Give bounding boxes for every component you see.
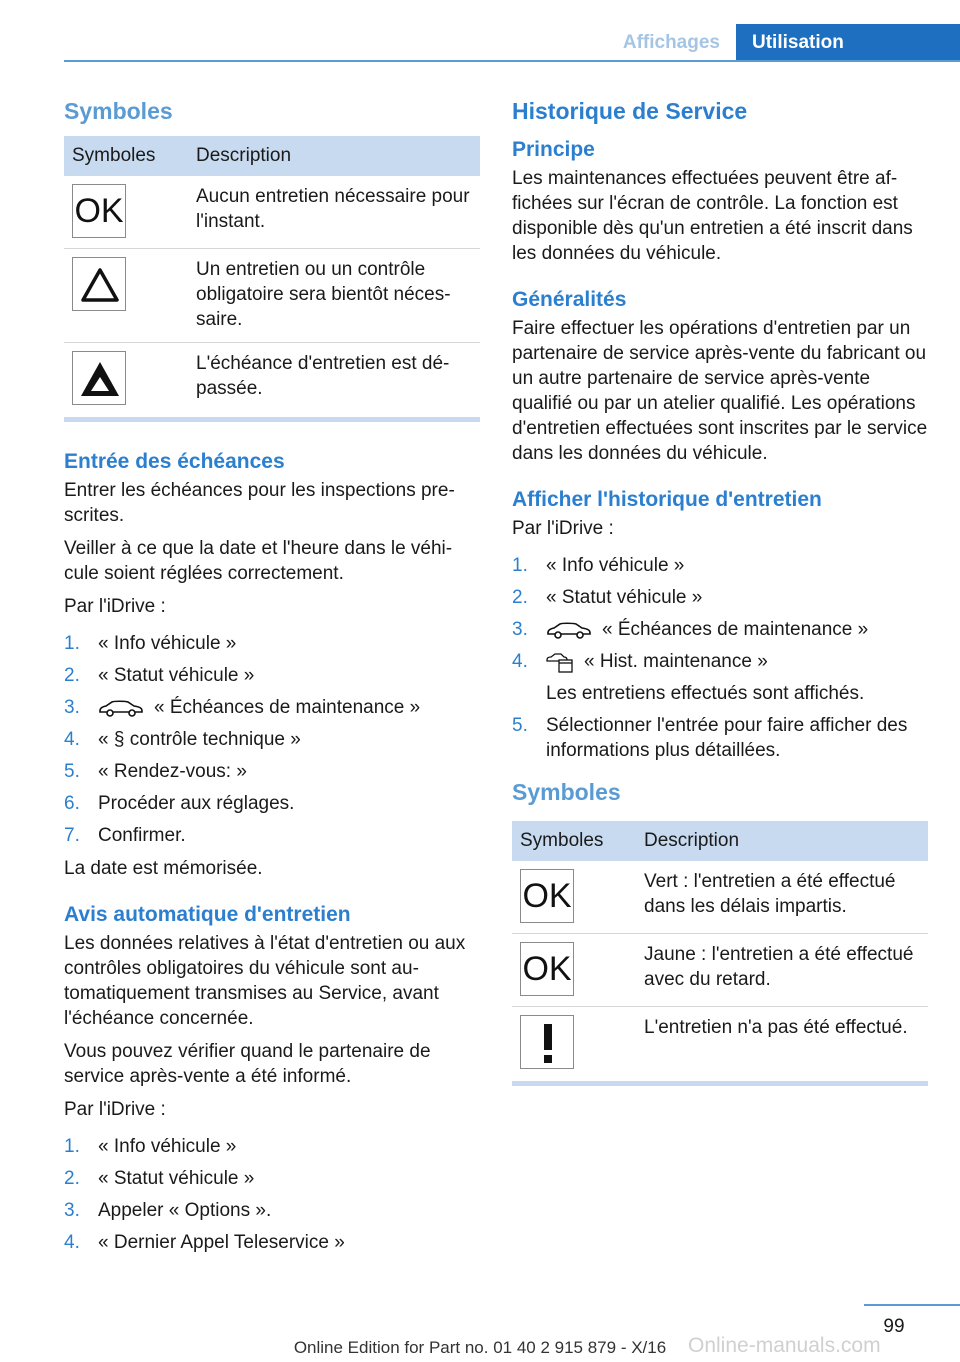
- list-item: 1. « Info véhicule »: [64, 1136, 237, 1157]
- table-header-symbols: Symboles: [512, 821, 636, 861]
- step-note: Les entretiens effectués sont affichés.: [546, 683, 865, 704]
- page-number: 99: [883, 1316, 905, 1337]
- list-item: 2. « Statut véhicule »: [64, 665, 255, 686]
- watermark: Online-manuals.com: [688, 1334, 881, 1357]
- list-item: 7. Confirmer.: [64, 825, 186, 846]
- list-item: 3. « Échéances de maintenance »: [512, 619, 869, 640]
- row-description: L'échéance d'entretien est dépassée.: [196, 353, 450, 399]
- list-item: 6. Procéder aux réglages.: [64, 793, 295, 814]
- auto-p2: Vous pouvez vérifier quand le partenaire de service après-vente a été informé.: [64, 1041, 431, 1087]
- exclamation-icon: [520, 1015, 574, 1069]
- entry-p1: Entrer les échéances pour les inspections prescrites.: [64, 480, 455, 526]
- table-header-description: Description: [188, 136, 480, 176]
- right-column: [512, 96, 928, 1086]
- car-calendar-icon: [546, 651, 574, 673]
- auto-p3: Par l'iDrive :: [64, 1099, 166, 1120]
- table-header-description: Description: [636, 821, 928, 861]
- list-item: 2. « Statut véhicule »: [512, 587, 703, 608]
- list-item: 3. « Échéances de maintenance »: [64, 697, 421, 718]
- warning-triangle-icon: [72, 257, 126, 311]
- table-row: [64, 343, 480, 416]
- auto-steps: [64, 1134, 480, 1255]
- entry-p3: Par l'iDrive :: [64, 596, 166, 617]
- header-rule: [64, 60, 960, 62]
- list-item: 2. « Statut véhicule »: [64, 1168, 255, 1189]
- general-text: Faire effectuer les opérations d'entretien par un partenaire de service après-vente du fabricant ou un autre partenaire de service après-vente qualifié ou par un atelier qualifié. Les opérations d'entretien effectuées sont inscrites par le service dans les données du véhicule.: [512, 318, 928, 464]
- auto-p1: Les données relatives à l'état d'entretien ou aux contrôles obligatoires du véhicule sont automatiquement transmises au Service, avant l'échéance concernée.: [64, 933, 466, 1029]
- car-icon: [98, 699, 144, 717]
- general-heading: Généralités: [512, 288, 627, 311]
- symbols-table-2: [512, 821, 928, 1079]
- table-row: [64, 249, 480, 343]
- table-end-rule: [512, 1081, 928, 1086]
- table-row: [512, 934, 928, 1007]
- ok-icon: OK: [520, 869, 574, 923]
- history-heading: Historique de Service: [512, 98, 748, 124]
- entry-steps: [64, 631, 480, 848]
- table-row: [64, 176, 480, 249]
- show-steps: [512, 553, 928, 763]
- row-description: L'entretien n'a pas été effectué.: [644, 1017, 908, 1038]
- auto-heading: Avis automatique d'entretien: [64, 903, 351, 926]
- list-item: 4. « Dernier Appel Teleservice »: [64, 1232, 345, 1253]
- principle-heading: Principe: [512, 138, 595, 161]
- entry-after: La date est mémorisée.: [64, 858, 263, 879]
- list-item: 1. « Info véhicule »: [512, 555, 685, 576]
- ok-icon: OK: [72, 184, 126, 238]
- warning-triangle-filled-icon: [72, 351, 126, 405]
- ok-icon: OK: [520, 942, 574, 996]
- list-item: 5. « Rendez-vous: »: [64, 761, 247, 782]
- list-item: 3. Appeler « Options ».: [64, 1200, 272, 1221]
- row-description: Jaune : l'entretien a été effectué avec du retard.: [636, 934, 928, 1007]
- show-p1: Par l'iDrive :: [512, 518, 614, 539]
- entry-p2: Veiller à ce que la date et l'heure dans le véhicule soient réglées correctement.: [64, 538, 453, 584]
- list-item: 4. « § contrôle technique »: [64, 729, 301, 750]
- table-header-symbols: Symboles: [64, 136, 188, 176]
- footer-edition: Online Edition for Part no. 01 40 2 915 879 - X/16: [293, 1338, 667, 1357]
- symbols-heading-2: Symboles: [512, 779, 621, 805]
- footer-rule: [864, 1304, 960, 1306]
- principle-text: Les maintenances effectuées peuvent être affichées sur l'écran de contrôle. La fonction est disponible dès qu'un entretien a été inscrit dans les données du véhicule.: [512, 168, 913, 264]
- symbols-heading: Symboles: [64, 98, 173, 124]
- table-row: [512, 861, 928, 934]
- header-tab-affichages[interactable]: Affichages: [622, 32, 720, 53]
- list-item: 5. Sélectionner l'entrée pour faire afficher des informations plus détaillées.: [512, 715, 908, 761]
- row-description: Aucun entretien nécessaire pour l'instant.: [188, 176, 480, 249]
- row-description: Vert : l'entretien a été effectué dans les délais impartis.: [636, 861, 928, 934]
- list-item: 4. « Hist. maintenance » Les entretiens effectués sont affichés.: [512, 649, 928, 706]
- car-icon: [546, 621, 592, 639]
- table-row: [512, 1007, 928, 1080]
- list-item: 1. « Info véhicule »: [64, 633, 237, 654]
- show-history-heading: Afficher l'historique d'entretien: [512, 488, 822, 511]
- symbols-table: [64, 136, 480, 415]
- entry-heading: Entrée des échéances: [64, 450, 285, 473]
- row-description: Un entretien ou un contrôle obligatoire sera bientôt nécessaire.: [188, 249, 480, 343]
- header-tab-utilisation[interactable]: Utilisation: [736, 24, 960, 62]
- left-column: [64, 96, 480, 1263]
